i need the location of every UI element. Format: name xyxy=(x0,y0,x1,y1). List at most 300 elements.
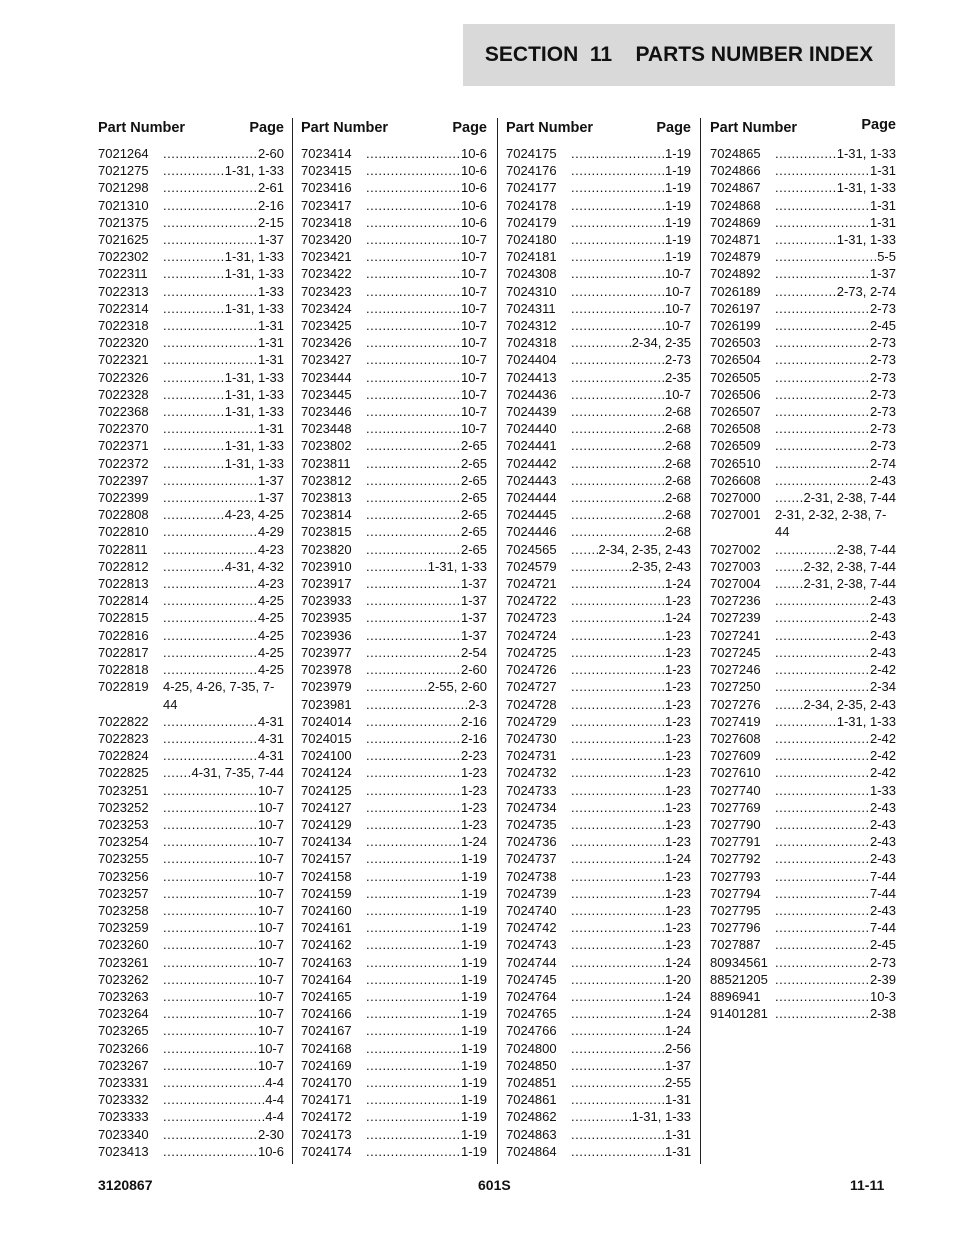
part-number: 7024863 xyxy=(506,1126,557,1142)
section-title: SECTION 11 PARTS NUMBER INDEX xyxy=(484,43,874,66)
page-reference: 2-34, 2-35, 2-43 xyxy=(803,696,896,712)
dot-leader xyxy=(571,1005,665,1022)
page-reference: 1-23 xyxy=(664,937,691,953)
page-reference: 2-43 xyxy=(869,472,896,488)
page-reference: 2-34, 2-35, 2-43 xyxy=(598,541,691,557)
part-number: 7024163 xyxy=(301,954,352,970)
part-number: 7023977 xyxy=(301,644,352,660)
dot-leader xyxy=(366,747,461,764)
part-number: 7024015 xyxy=(301,730,352,746)
page-reference: 2-35, 2-43 xyxy=(631,558,691,574)
dot-leader xyxy=(163,437,225,454)
dot-leader xyxy=(775,420,870,437)
index-entry xyxy=(710,489,896,506)
part-number: 7024736 xyxy=(506,834,557,850)
page-reference: 1-24 xyxy=(664,1023,691,1039)
part-number: 7024157 xyxy=(301,851,352,867)
page-reference: 2-68 xyxy=(664,490,691,506)
index-entry xyxy=(301,575,487,592)
page-reference: 1-31, 1-33 xyxy=(836,713,896,729)
dot-leader xyxy=(366,644,461,661)
page-reference: 1-31 xyxy=(869,214,896,230)
dot-leader xyxy=(571,713,665,730)
dot-leader xyxy=(163,850,258,867)
dot-leader xyxy=(366,334,461,351)
dot-leader xyxy=(775,403,870,420)
page-reference: 2-43 xyxy=(869,644,896,660)
part-number: 7023933 xyxy=(301,593,352,609)
part-number: 7023423 xyxy=(301,283,352,299)
index-entry xyxy=(710,678,896,695)
dot-leader xyxy=(163,420,258,437)
index-entry xyxy=(710,317,896,334)
index-entry xyxy=(98,1040,284,1057)
dot-leader xyxy=(775,713,837,730)
index-entry xyxy=(98,799,284,816)
index-entry xyxy=(710,541,896,558)
index-entry xyxy=(506,1057,691,1074)
index-entry xyxy=(98,678,284,712)
dot-leader xyxy=(366,472,461,489)
part-number: 7023263 xyxy=(98,988,149,1004)
index-entries xyxy=(506,145,691,1160)
part-number: 7023266 xyxy=(98,1040,149,1056)
dot-leader xyxy=(366,420,461,437)
dot-leader xyxy=(571,885,665,902)
index-entry xyxy=(301,506,487,523)
dot-leader xyxy=(163,764,191,781)
dot-leader xyxy=(775,300,870,317)
part-number: 7021298 xyxy=(98,180,149,196)
page-reference: 1-23 xyxy=(664,627,691,643)
part-number: 7022825 xyxy=(98,765,149,781)
page-reference: 2-30 xyxy=(257,1126,284,1142)
page-reference: 1-31, 1-33 xyxy=(631,1109,691,1125)
dot-leader xyxy=(571,506,665,523)
page-reference: 2-68 xyxy=(664,404,691,420)
index-entry xyxy=(301,214,487,231)
index-entry xyxy=(301,1057,487,1074)
part-number: 7023917 xyxy=(301,576,352,592)
dot-leader xyxy=(366,730,461,747)
index-entry xyxy=(506,231,691,248)
index-entry xyxy=(710,954,896,971)
dot-leader xyxy=(571,1126,665,1143)
part-number: 7023254 xyxy=(98,834,149,850)
dot-leader xyxy=(571,300,665,317)
page-reference: 2-43 xyxy=(869,902,896,918)
part-number: 7024725 xyxy=(506,644,557,660)
index-entry xyxy=(710,265,896,282)
page-reference: 1-31, 1-33 xyxy=(836,232,896,248)
page-reference: 2-65 xyxy=(460,507,487,523)
dot-leader xyxy=(163,265,225,282)
part-number: 7024738 xyxy=(506,868,557,884)
index-entry xyxy=(506,265,691,282)
page-reference: 2-16 xyxy=(460,730,487,746)
part-number: 7027001 xyxy=(710,507,761,523)
page-reference: 2-42 xyxy=(869,765,896,781)
page-reference: 2-3 xyxy=(468,696,487,712)
part-number: 7024161 xyxy=(301,920,352,936)
index-entry xyxy=(98,833,284,850)
page-reference: 7-44 xyxy=(869,885,896,901)
part-number: 7024175 xyxy=(506,146,557,161)
dot-leader xyxy=(163,988,258,1005)
dot-leader xyxy=(571,782,665,799)
part-number: 7024436 xyxy=(506,386,557,402)
index-entry xyxy=(98,265,284,282)
index-entry xyxy=(301,764,487,781)
index-entry xyxy=(506,1143,691,1160)
part-number: 7022819 xyxy=(98,679,149,695)
dot-leader xyxy=(775,919,870,936)
part-number: 7027791 xyxy=(710,834,761,850)
dot-leader xyxy=(571,1091,665,1108)
part-number: 7022368 xyxy=(98,404,149,420)
dot-leader xyxy=(366,782,461,799)
index-entry xyxy=(301,1005,487,1022)
index-entry xyxy=(710,764,896,781)
page-reference: 1-37 xyxy=(460,576,487,592)
page-reference: 2-73 xyxy=(664,352,691,368)
index-entry xyxy=(98,248,284,265)
index-entry xyxy=(98,609,284,626)
page-reference: 1-31 xyxy=(869,163,896,179)
part-number: 7023414 xyxy=(301,146,352,161)
page-reference: 2-43 xyxy=(869,627,896,643)
part-number-header: Part Number xyxy=(301,120,389,136)
part-number: 7023261 xyxy=(98,954,149,970)
index-entry xyxy=(506,696,691,713)
dot-leader xyxy=(571,1074,665,1091)
page-reference: 4-4 xyxy=(265,1092,284,1108)
page-reference: 2-60 xyxy=(460,662,487,678)
index-entry xyxy=(98,575,284,592)
index-entry xyxy=(98,317,284,334)
page-reference: 1-19 xyxy=(460,1040,487,1056)
dot-leader xyxy=(163,627,258,644)
dot-leader xyxy=(571,1057,665,1074)
part-number: 7024723 xyxy=(506,610,557,626)
dot-leader xyxy=(366,971,461,988)
page-reference: 10-7 xyxy=(664,283,691,299)
dot-leader xyxy=(366,214,461,231)
index-entry xyxy=(506,162,691,179)
index-entry xyxy=(301,386,487,403)
index-entry xyxy=(506,214,691,231)
page-reference: 4-29 xyxy=(257,524,284,540)
dot-leader xyxy=(571,403,665,420)
page-reference: 1-19 xyxy=(664,180,691,196)
part-number: 7024179 xyxy=(506,214,557,230)
page-reference: 2-38 xyxy=(869,1006,896,1022)
index-entry xyxy=(98,1143,284,1160)
index-entry xyxy=(506,248,691,265)
page-reference: 10-7 xyxy=(460,335,487,351)
dot-leader xyxy=(366,283,461,300)
page-reference: 10-7 xyxy=(460,421,487,437)
page-reference: 2-55, 2-60 xyxy=(427,679,487,695)
page-header: Page xyxy=(861,117,896,133)
index-entry xyxy=(98,197,284,214)
index-entry xyxy=(98,437,284,454)
index-entry xyxy=(710,730,896,747)
part-number: 7024565 xyxy=(506,541,557,557)
page-reference: 2-43 xyxy=(869,834,896,850)
part-number: 7023981 xyxy=(301,696,352,712)
part-number: 7024178 xyxy=(506,197,557,213)
dot-leader xyxy=(571,489,665,506)
part-number: 7023424 xyxy=(301,300,352,316)
dot-leader xyxy=(163,145,258,162)
index-entry xyxy=(506,1022,691,1039)
page-header: Page xyxy=(249,120,284,136)
page-reference: 1-31, 1-33 xyxy=(224,455,284,471)
dot-leader xyxy=(571,317,665,334)
dot-leader xyxy=(571,850,665,867)
dot-leader xyxy=(163,868,258,885)
footer-model: 601S xyxy=(478,1177,511,1193)
dot-leader xyxy=(571,523,665,540)
dot-leader xyxy=(775,678,870,695)
part-number: 7027790 xyxy=(710,816,761,832)
dot-leader xyxy=(571,179,665,196)
page-reference: 2-34 xyxy=(869,679,896,695)
dot-leader xyxy=(775,489,803,506)
part-number: 7024127 xyxy=(301,799,352,815)
page-reference: 1-23 xyxy=(664,644,691,660)
page-reference: 4-4 xyxy=(265,1109,284,1125)
page-reference: 1-19 xyxy=(460,868,487,884)
index-entry xyxy=(710,231,896,248)
dot-leader xyxy=(366,506,461,523)
index-entry xyxy=(301,1091,487,1108)
part-number: 7022318 xyxy=(98,318,149,334)
part-number: 7022815 xyxy=(98,610,149,626)
page-reference: 10-7 xyxy=(257,1057,284,1073)
part-number: 7027276 xyxy=(710,696,761,712)
dot-leader xyxy=(366,1057,461,1074)
part-number: 7023935 xyxy=(301,610,352,626)
page-reference: 1-19 xyxy=(460,1057,487,1073)
page-reference: 2-73 xyxy=(869,421,896,437)
page-reference: 2-16 xyxy=(257,197,284,213)
index-entry xyxy=(301,902,487,919)
part-number: 7027419 xyxy=(710,713,761,729)
page-reference: 10-7 xyxy=(460,318,487,334)
index-entry xyxy=(506,919,691,936)
dot-leader xyxy=(571,386,665,403)
dot-leader xyxy=(775,455,870,472)
index-entry xyxy=(710,971,896,988)
page-reference: 1-37 xyxy=(869,266,896,282)
part-number: 7024439 xyxy=(506,404,557,420)
dot-leader xyxy=(775,816,870,833)
index-entry xyxy=(301,816,487,833)
part-number: 7023331 xyxy=(98,1074,149,1090)
index-entry xyxy=(710,575,896,592)
dot-leader xyxy=(366,197,461,214)
index-entry xyxy=(98,954,284,971)
page-reference: 1-37 xyxy=(460,610,487,626)
part-number: 7023813 xyxy=(301,490,352,506)
dot-leader xyxy=(775,833,870,850)
part-number: 7027241 xyxy=(710,627,761,643)
index-entry xyxy=(710,162,896,179)
part-number: 7027740 xyxy=(710,782,761,798)
part-number: 7023448 xyxy=(301,421,352,437)
dot-leader xyxy=(163,1057,258,1074)
index-entry xyxy=(506,644,691,661)
page-reference: 1-31 xyxy=(664,1092,691,1108)
index-entry xyxy=(98,351,284,368)
dot-leader xyxy=(163,1040,258,1057)
dot-leader xyxy=(163,609,258,626)
page-reference: 2-68 xyxy=(664,507,691,523)
part-number: 7027245 xyxy=(710,644,761,660)
page-reference: 1-24 xyxy=(664,988,691,1004)
index-entry xyxy=(98,523,284,540)
page-reference: 1-19 xyxy=(460,988,487,1004)
part-number: 7022812 xyxy=(98,558,149,574)
dot-leader xyxy=(571,472,665,489)
page-reference: 10-7 xyxy=(460,283,487,299)
dot-leader xyxy=(163,782,258,799)
page-reference: 2-68 xyxy=(664,455,691,471)
dot-leader xyxy=(366,231,461,248)
page-reference: 1-23 xyxy=(664,782,691,798)
index-entry xyxy=(506,472,691,489)
index-entry xyxy=(301,403,487,420)
part-number: 7024871 xyxy=(710,232,761,248)
page-reference: 1-37 xyxy=(257,472,284,488)
part-number: 7027004 xyxy=(710,576,761,592)
page-reference: 1-31, 1-33 xyxy=(224,386,284,402)
page-reference: 1-31, 1-33 xyxy=(224,266,284,282)
page-reference: 2-65 xyxy=(460,490,487,506)
part-number: 7022326 xyxy=(98,369,149,385)
part-number: 7022399 xyxy=(98,490,149,506)
part-number: 7027000 xyxy=(710,490,761,506)
index-entry xyxy=(98,558,284,575)
part-number: 7024180 xyxy=(506,232,557,248)
index-entry xyxy=(98,730,284,747)
index-entry xyxy=(98,300,284,317)
index-entry xyxy=(301,1126,487,1143)
dot-leader xyxy=(366,764,461,781)
page-reference: 1-24 xyxy=(664,576,691,592)
index-entry xyxy=(98,1022,284,1039)
dot-leader xyxy=(163,730,258,747)
dot-leader xyxy=(571,231,665,248)
part-number: 7024729 xyxy=(506,713,557,729)
dot-leader xyxy=(366,248,461,265)
dot-leader xyxy=(163,300,225,317)
part-number: 7024739 xyxy=(506,885,557,901)
page-reference: 2-15 xyxy=(257,214,284,230)
part-number: 7024728 xyxy=(506,696,557,712)
dot-leader xyxy=(775,334,870,351)
page-reference: 1-19 xyxy=(460,1023,487,1039)
page-reference: 1-24 xyxy=(664,851,691,867)
index-entry xyxy=(710,902,896,919)
dot-leader xyxy=(571,799,665,816)
part-number: 7023978 xyxy=(301,662,352,678)
part-number: 7027003 xyxy=(710,558,761,574)
dot-leader xyxy=(163,179,258,196)
page-reference: 2-73 xyxy=(869,352,896,368)
dot-leader xyxy=(571,214,665,231)
dot-leader xyxy=(366,145,461,162)
page-reference: 1-23 xyxy=(664,748,691,764)
dot-leader xyxy=(571,265,665,282)
part-number: 7023333 xyxy=(98,1109,149,1125)
index-entry xyxy=(710,214,896,231)
part-number: 7024318 xyxy=(506,335,557,351)
dot-leader xyxy=(775,283,837,300)
index-entry xyxy=(710,799,896,816)
page-reference: 10-7 xyxy=(257,816,284,832)
part-number: 7026189 xyxy=(710,283,761,299)
page-reference: 1-23 xyxy=(664,885,691,901)
page-reference: 1-23 xyxy=(664,593,691,609)
dot-leader xyxy=(163,1005,258,1022)
page-reference: 2-43 xyxy=(869,799,896,815)
part-number: 7024443 xyxy=(506,472,557,488)
part-number: 7022811 xyxy=(98,541,148,557)
index-entry xyxy=(98,850,284,867)
page-reference: 10-7 xyxy=(257,782,284,798)
page-reference: 2-39 xyxy=(869,971,896,987)
page-reference: 2-73 xyxy=(869,404,896,420)
page-reference: 2-34, 2-35 xyxy=(631,335,691,351)
page-reference: 4-4 xyxy=(265,1074,284,1090)
dot-leader xyxy=(366,489,461,506)
part-number: 7023255 xyxy=(98,851,149,867)
part-number: 7024865 xyxy=(710,146,761,161)
page-reference: 10-7 xyxy=(257,851,284,867)
dot-leader xyxy=(571,145,665,162)
part-number: 7022808 xyxy=(98,507,149,523)
dot-leader xyxy=(571,678,665,695)
dot-leader xyxy=(366,902,461,919)
dot-leader xyxy=(366,1074,461,1091)
part-number: 7024181 xyxy=(506,249,557,265)
part-number: 7024413 xyxy=(506,369,557,385)
index-entry xyxy=(506,954,691,971)
page-reference: 1-23 xyxy=(460,799,487,815)
page-reference: 2-42 xyxy=(869,748,896,764)
dot-leader xyxy=(366,627,461,644)
part-number-header: Part Number xyxy=(98,120,186,136)
index-entry xyxy=(301,988,487,1005)
dot-leader xyxy=(163,1022,258,1039)
index-entry xyxy=(506,420,691,437)
index-entry xyxy=(506,988,691,1005)
part-number: 7024172 xyxy=(301,1109,352,1125)
index-entry xyxy=(710,420,896,437)
part-number: 7021375 xyxy=(98,214,149,230)
part-number: 7027887 xyxy=(710,937,761,953)
part-number: 7023413 xyxy=(98,1143,149,1159)
index-entry xyxy=(506,609,691,626)
page-reference: 1-23 xyxy=(664,868,691,884)
part-number: 7026504 xyxy=(710,352,761,368)
page-reference: 1-24 xyxy=(664,1006,691,1022)
page-reference: 1-31, 1-33 xyxy=(224,163,284,179)
part-number: 7023427 xyxy=(301,352,352,368)
